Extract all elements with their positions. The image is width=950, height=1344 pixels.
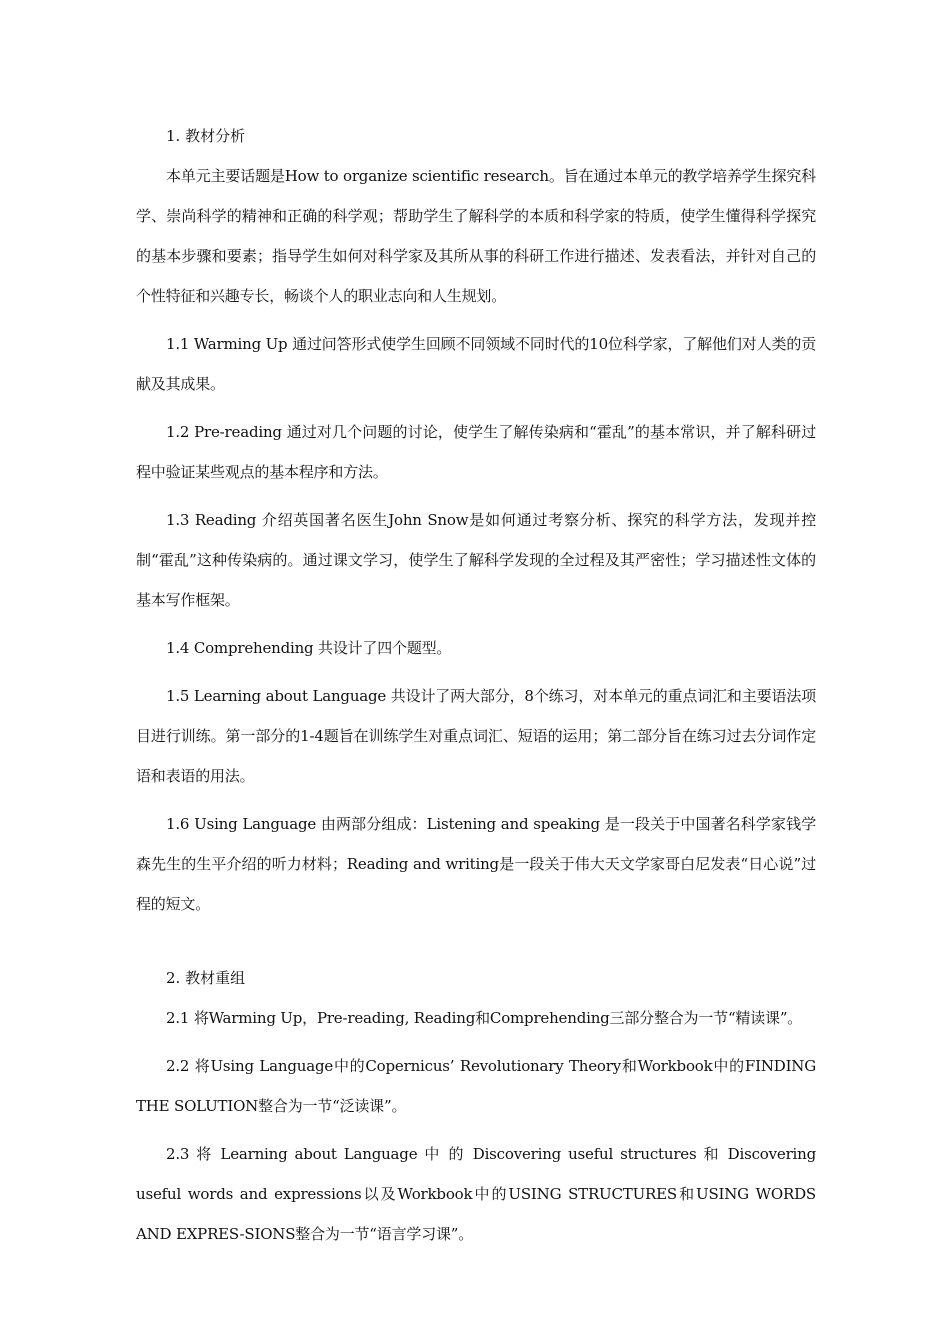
item-2-3: 2.3 将 Learning about Language 中 的 Discovering useful structures 和 Discovering useful words and expressions以及Workbook中的USING STRUCTURES和USING WORDS AND EXPRES-SIONS整合为一节“语言学习课”。 [136, 1145, 816, 1243]
section-1-heading: 1. 教材分析 [166, 127, 246, 145]
item-1-2: 1.2 Pre-reading 通过对几个问题的讨论，使学生了解传染病和“霍乱”的基本常识，并了解科研过程中验证某些观点的基本程序和方法。 [136, 423, 816, 481]
section-spacer [136, 932, 816, 962]
item-2-1: 2.1 将Warming Up，Pre-reading, Reading和Comprehending三部分整合为一节“精读课”。 [166, 1009, 803, 1027]
item-1-6: 1.6 Using Language 由两部分组成：Listening and speaking 是一段关于中国著名科学家钱学森先生的生平介绍的听力材料；Reading and writing是一段关于伟大天文学家哥白尼发表“日心说”过程的短文。 [136, 815, 816, 913]
section-1-intro: 本单元主要话题是How to organize scientific research。旨在通过本单元的教学培养学生探究科学、崇尚科学的精神和正确的科学观；帮助学生了解科学的本质和科学家的特质，使学生懂得科学探究的基本步骤和要素；指导学生如何对科学家及其所从事的科研工作进行描述、发表看法，并针对自己的个性特征和兴趣专长，畅谈个人的职业志向和人生规划。 [136, 167, 816, 305]
item-1-5: 1.5 Learning about Language 共设计了两大部分，8个练习，对本单元的重点词汇和主要语法项目进行训练。第一部分的1-4题旨在训练学生对重点词汇、短语的运用；第二部分旨在练习过去分词作定语和表语的用法。 [136, 687, 816, 785]
document-page [136, 120, 816, 1262]
item-1-3: 1.3 Reading 介绍英国著名医生John Snow是如何通过考察分析、探究的科学方法，发现并控制“霍乱”这种传染病的。通过课文学习，使学生了解科学发现的全过程及其严密性；学习描述性文体的基本写作框架。 [136, 511, 816, 609]
section-2-heading: 2. 教材重组 [166, 969, 246, 987]
item-1-4: 1.4 Comprehending 共设计了四个题型。 [166, 639, 452, 657]
item-2-2: 2.2 将Using Language中的Copernicus’ Revolutionary Theory和Workbook中的FINDING THE SOLUTION整合为一节“泛读课”。 [136, 1057, 816, 1115]
item-1-1: 1.1 Warming Up 通过问答形式使学生回顾不同领域不同时代的10位科学家，了解他们对人类的贡献及其成果。 [136, 335, 816, 393]
